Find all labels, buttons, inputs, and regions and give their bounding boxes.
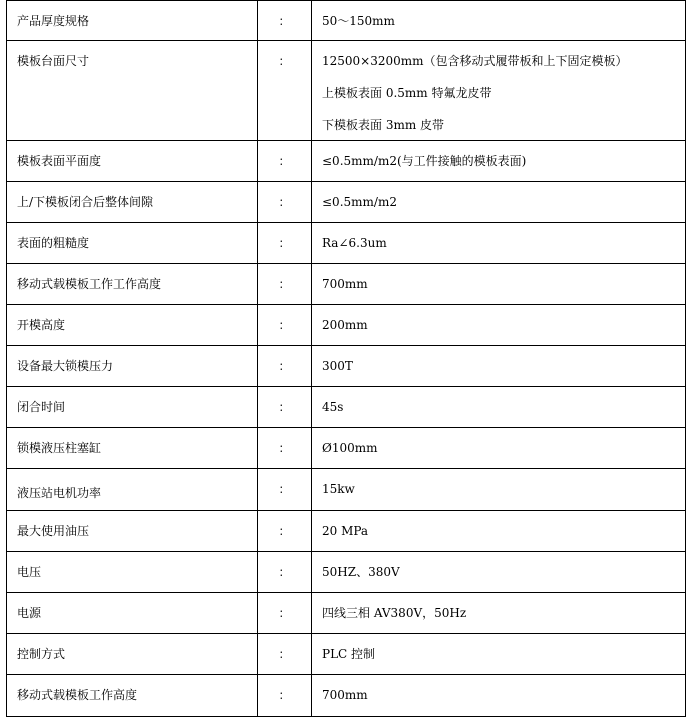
colon-separator: ： <box>258 41 312 141</box>
spec-value <box>312 223 686 264</box>
value-line: PLC 控制 <box>322 647 376 661</box>
value-line: 20 MPa <box>322 524 369 538</box>
spec-label: 表面的粗糙度 <box>7 223 258 264</box>
value-line: Ra∠6.3um <box>322 236 387 250</box>
value-line: 700mm <box>322 277 368 291</box>
spec-label: 电压 <box>7 552 258 593</box>
table-row <box>7 634 686 675</box>
spec-value <box>312 428 686 469</box>
colon-separator: ： <box>258 511 312 552</box>
spec-label: 移动式载模板工作工作高度 <box>7 264 258 305</box>
value-line: 下模板表面 3mm 皮带 <box>322 118 445 132</box>
table-row <box>7 593 686 634</box>
value-line: 700mm <box>322 688 368 702</box>
value-line: 12500×3200mm（包含移动式履带板和上下固定模板） <box>322 54 628 68</box>
table-row <box>7 387 686 428</box>
spec-value <box>312 346 686 387</box>
colon-separator: ： <box>258 141 312 182</box>
spec-value <box>312 305 686 346</box>
table-row <box>7 469 686 511</box>
spec-label: 移动式载模板工作高度 <box>7 675 258 717</box>
value-line: 四线三相 AV380V，50Hz <box>322 606 467 620</box>
table-row <box>7 675 686 717</box>
spec-label: 产品厚度规格 <box>7 1 258 41</box>
value-line: 50～150mm <box>322 14 395 28</box>
colon-separator: ： <box>258 634 312 675</box>
table-row <box>7 552 686 593</box>
spec-label: 模板台面尺寸 <box>7 41 258 141</box>
value-line: 15kw <box>322 482 355 496</box>
spec-value <box>312 182 686 223</box>
value-line: 50HZ、380V <box>322 565 400 579</box>
value-line: 45s <box>322 400 344 414</box>
colon-separator: ： <box>258 552 312 593</box>
spec-value <box>312 1 686 41</box>
value-line: Ø100mm <box>322 441 378 455</box>
spec-value <box>312 634 686 675</box>
spec-label: 设备最大锁模压力 <box>7 346 258 387</box>
spec-label: 开模高度 <box>7 305 258 346</box>
spec-value <box>312 675 686 717</box>
spec-value <box>312 552 686 593</box>
spec-label: 锁模液压柱塞缸 <box>7 428 258 469</box>
spec-value <box>312 469 686 511</box>
colon-separator: ： <box>258 346 312 387</box>
colon-separator: ： <box>258 428 312 469</box>
spec-value <box>312 41 686 141</box>
colon-separator: ： <box>258 305 312 346</box>
table-row <box>7 305 686 346</box>
colon-separator: ： <box>258 469 312 511</box>
table-row <box>7 223 686 264</box>
spec-label: 控制方式 <box>7 634 258 675</box>
table-row <box>7 182 686 223</box>
spec-value <box>312 593 686 634</box>
colon-separator: ： <box>258 182 312 223</box>
colon-separator: ： <box>258 593 312 634</box>
spec-label: 电源 <box>7 593 258 634</box>
spec-label: 液压站电机功率 <box>7 469 258 511</box>
value-line: ≤0.5mm/m2(与工件接触的模板表面) <box>322 154 527 168</box>
spec-label: 最大使用油压 <box>7 511 258 552</box>
spec-label: 模板表面平面度 <box>7 141 258 182</box>
spec-value <box>312 511 686 552</box>
spec-value <box>312 387 686 428</box>
value-line: 上模板表面 0.5mm 特氟龙皮带 <box>322 86 492 100</box>
spec-value <box>312 141 686 182</box>
table-row <box>7 141 686 182</box>
spec-table <box>6 0 686 717</box>
spec-table-body <box>7 1 686 717</box>
spec-label: 闭合时间 <box>7 387 258 428</box>
table-row <box>7 264 686 305</box>
spec-value <box>312 264 686 305</box>
colon-separator: ： <box>258 264 312 305</box>
colon-separator: ： <box>258 223 312 264</box>
table-row <box>7 511 686 552</box>
table-row <box>7 1 686 41</box>
table-row <box>7 41 686 141</box>
value-line: ≤0.5mm/m2 <box>322 195 397 209</box>
value-line: 300T <box>322 359 353 373</box>
table-row <box>7 428 686 469</box>
spec-label: 上/下模板闭合后整体间隙 <box>7 182 258 223</box>
colon-separator: ： <box>258 1 312 41</box>
colon-separator: ： <box>258 675 312 717</box>
table-row <box>7 346 686 387</box>
colon-separator: ： <box>258 387 312 428</box>
value-line: 200mm <box>322 318 368 332</box>
